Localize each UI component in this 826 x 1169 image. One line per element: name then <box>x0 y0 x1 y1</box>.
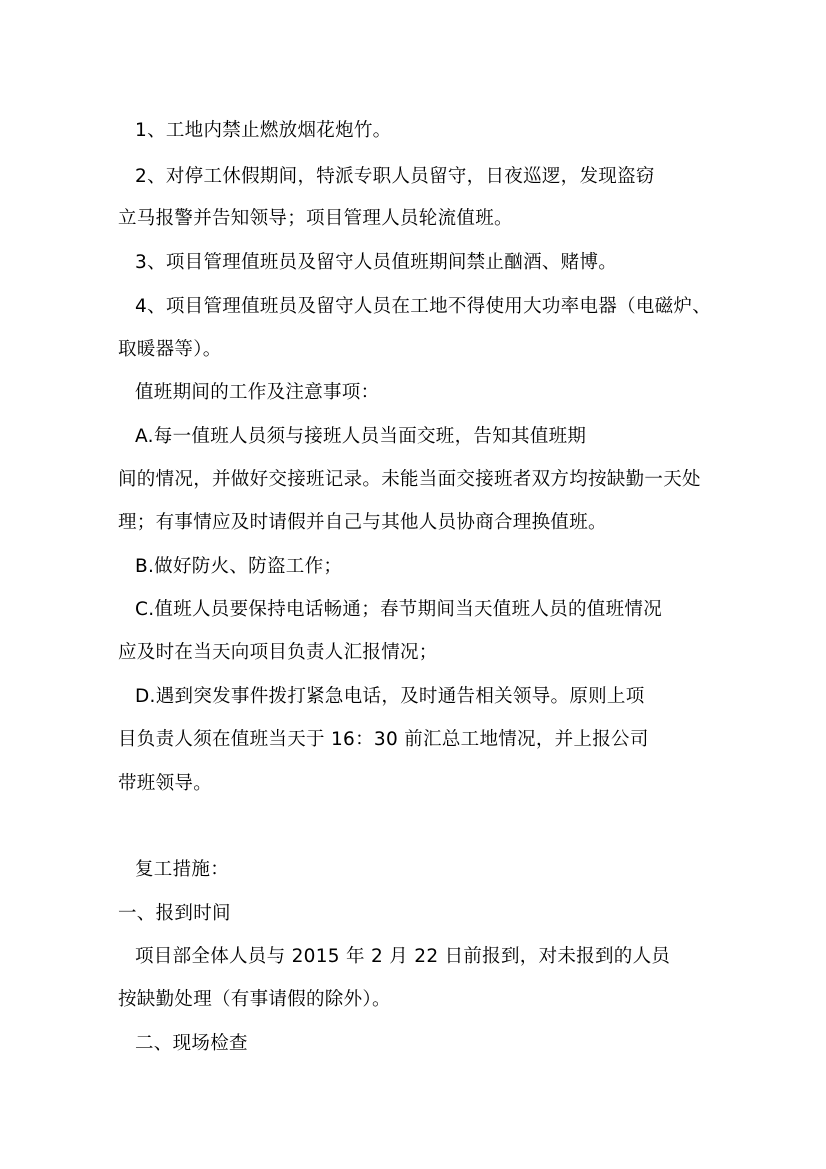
paragraph-line: 3、项目管理值班员及留守人员值班期间禁止酗酒、赌博。 <box>135 252 618 273</box>
paragraph-line: 立马报警并告知领导；项目管理人员轮流值班。 <box>118 208 513 229</box>
paragraph-line: A.每一值班人员须与接班人员当面交班，告知其值班期 <box>135 426 587 447</box>
paragraph-line: 应及时在当天向项目负责人汇报情况； <box>118 642 438 663</box>
section-heading: 复工措施： <box>135 859 230 880</box>
section-heading: 值班期间的工作及注意事项： <box>135 382 380 403</box>
paragraph-line: 带班领导。 <box>118 773 213 794</box>
paragraph-line: 4、项目管理值班员及留守人员在工地不得使用大功率电器（电磁炉、 <box>135 296 712 317</box>
paragraph-line: D.遇到突发事件拨打紧急电话，及时通告相关领导。原则上项 <box>135 686 645 707</box>
paragraph-line: 按缺勤处理（有事请假的除外）。 <box>118 989 391 1010</box>
paragraph-line: 1、工地内禁止燃放烟花炮竹。 <box>135 120 392 141</box>
subsection-heading: 一、报到时间 <box>118 903 231 924</box>
paragraph-line: 项目部全体人员与 2015 年 2 月 22 日前报到，对未报到的人员 <box>135 946 671 967</box>
paragraph-line: 2、对停工休假期间，特派专职人员留守，日夜巡逻，发现盗窃 <box>135 166 655 187</box>
paragraph-line: 取暖器等）。 <box>118 339 222 360</box>
paragraph-line: 理；有事情应及时请假并自己与其他人员协商合理换值班。 <box>118 512 607 533</box>
paragraph-line: B.做好防火、防盗工作； <box>135 556 343 577</box>
paragraph-line: 目负责人须在值班当天于 16：30 前汇总工地情况，并上报公司 <box>118 729 649 750</box>
subsection-heading: 二、现场检查 <box>135 1033 248 1054</box>
paragraph-line: 间的情况，并做好交接班记录。未能当面交接班者双方均按缺勤一天处 <box>118 469 701 490</box>
paragraph-line: C.值班人员要保持电话畅通；春节期间当天值班人员的值班情况 <box>135 599 663 620</box>
